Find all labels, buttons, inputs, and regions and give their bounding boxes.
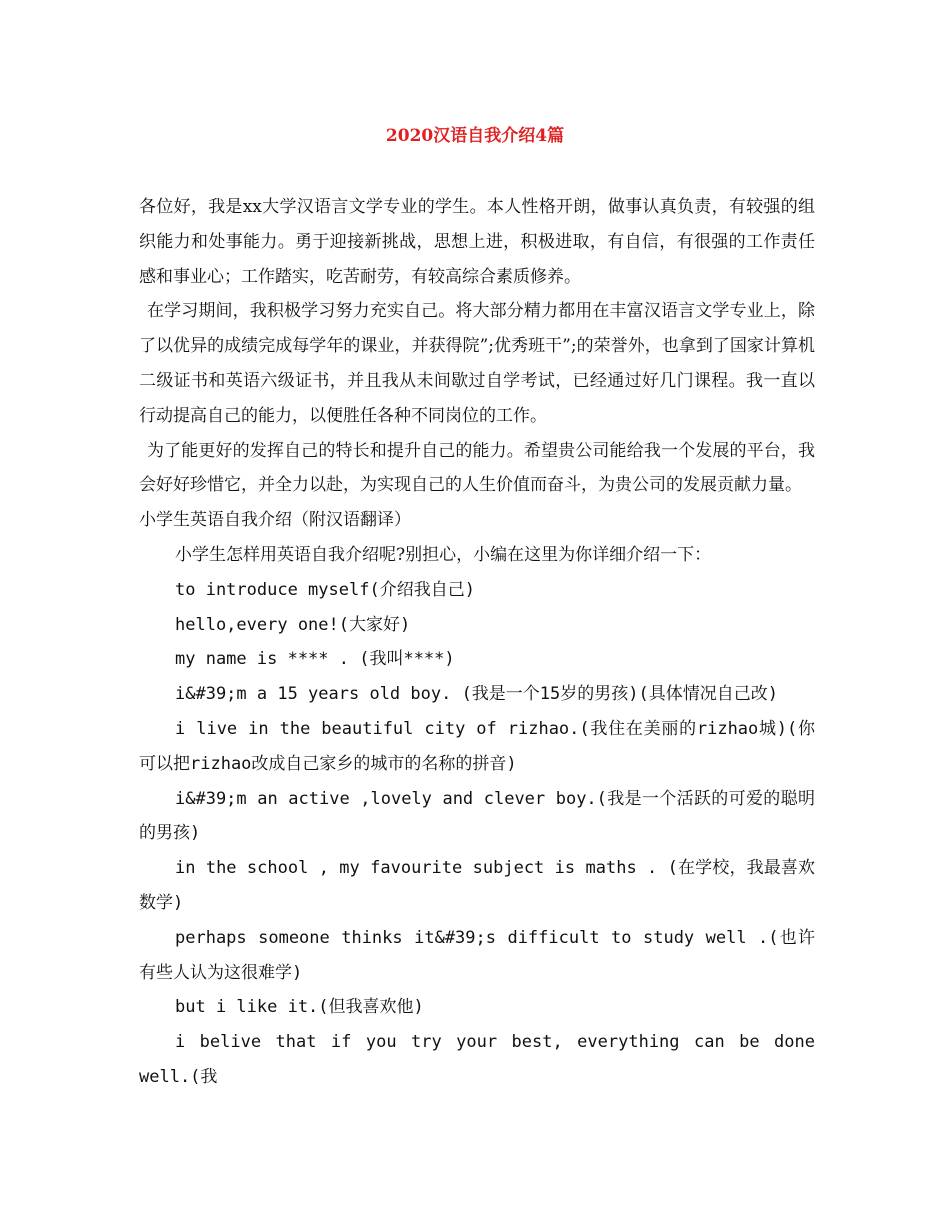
paragraph-lead: 小学生怎样用英语自我介绍呢?别担心，小编在这里为你详细介绍一下： <box>175 544 712 565</box>
document-title: 2020汉语自我介绍4篇 <box>385 126 565 146</box>
example-line: in the school , my favourite subject is maths . (在学校，我最喜欢数学) <box>139 858 815 913</box>
example-line: but i like it.(但我喜欢他) <box>175 997 424 1018</box>
example-line: hello,every one!(大家好) <box>175 614 411 635</box>
example-line: i&#39;m a 15 years old boy. (我是一个15岁的男孩)(具体情况自己改) <box>175 684 778 705</box>
paragraph-goal: 为了能更好的发挥自己的特长和提升自己的能力。希望贵公司能给我一个发展的平台，我会好好珍惜它，并全力以赴，为实现自己的人生价值而奋斗，为贵公司的发展贡献力量。 <box>139 440 815 496</box>
example-line: to introduce myself(介绍我自己) <box>175 579 475 600</box>
example-line: i belive that if you try your best, everything can be done well.(我 <box>139 1032 815 1087</box>
example-line: my name is **** . (我叫****) <box>175 649 455 670</box>
example-line: i&#39;m an active ,lovely and clever boy.(我是一个活跃的可爱的聪明的男孩) <box>139 788 815 844</box>
paragraph-intro: 各位好，我是xx大学汉语言文学专业的学生。本人性格开朗，做事认真负责，有较强的组织能力和处事能力。勇于迎接新挑战，思想上进，积极进取，有自信，有很强的工作责任感和事业心；工作踏实，吃苦耐劳，有较高综合素质修养。 <box>139 197 815 287</box>
section-heading: 小学生英语自我介绍（附汉语翻译） <box>139 510 411 531</box>
example-line: i live in the beautiful city of rizhao.(我住在美丽的rizhao城)(你可以把rizhao改成自己家乡的城市的名称的拼音) <box>139 718 815 774</box>
example-line: perhaps someone thinks it&#39;s difficult to study well .(也许有些人认为这很难学) <box>139 927 815 983</box>
paragraph-study: 在学习期间，我积极学习努力充实自己。将大部分精力都用在丰富汉语言文学专业上，除了以优异的成绩完成每学年的课业，并获得院”;优秀班干”;的荣誉外，也拿到了国家计算机二级证书和英语六级证书，并且我从未间歇过自学考试，已经通过好几门课程。我一直以行动提高自己的能力，以便胜任各种不同岗位的工作。 <box>139 301 815 426</box>
document-body <box>139 190 815 1095</box>
